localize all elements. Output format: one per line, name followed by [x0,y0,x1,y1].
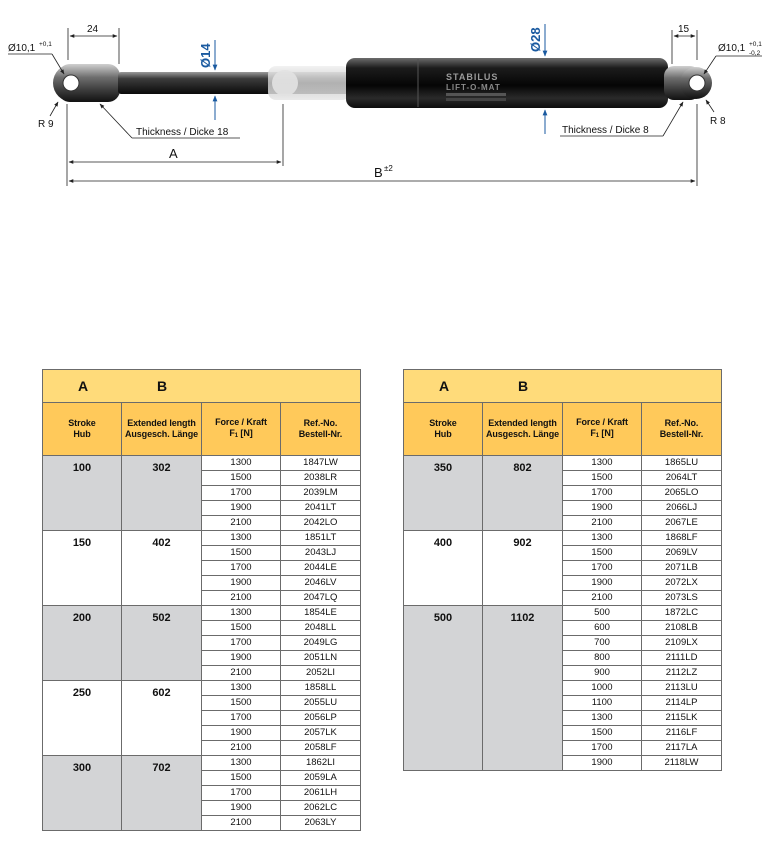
table-row [43,681,361,696]
stroke-cell: 150 [43,531,122,606]
ref-no-cell: 2112LZ [642,666,722,681]
spec-table-right [403,369,722,771]
force-cell: 1700 [202,486,281,501]
ref-no-cell: 1851LT [281,531,361,546]
ref-no-cell: 2108LB [642,621,722,636]
force-cell: 1900 [563,576,642,591]
force-cell: 1700 [202,711,281,726]
stroke-cell: 300 [43,756,122,831]
force-cell: 1300 [563,456,642,471]
table-top-row [404,370,722,403]
ref-no-cell: 2039LM [281,486,361,501]
ref-no-cell: 2113LU [642,681,722,696]
force-cell: 1500 [563,471,642,486]
stroke-cell: 400 [404,531,483,606]
col-extended-length: Extended length Ausgesch. Länge [122,403,202,456]
force-cell: 1300 [563,531,642,546]
right-eye [664,66,712,100]
force-cell: 1900 [202,576,281,591]
force-cell: 1500 [202,471,281,486]
right-thickness: Thickness / Dicke 8 [562,125,649,136]
force-cell: 1700 [563,741,642,756]
right-eye-length: 15 [678,24,690,35]
ref-no-cell: 1854LE [281,606,361,621]
table-row [43,756,361,771]
length-cell: 802 [483,456,563,531]
ref-no-cell: 1847LW [281,456,361,471]
ref-no-cell: 2044LE [281,561,361,576]
stroke-cell: 350 [404,456,483,531]
ref-no-cell: 2067LE [642,516,722,531]
cylinder-tube [346,58,668,108]
length-cell: 502 [122,606,202,681]
ref-no-cell: 2043LJ [281,546,361,561]
ref-no-cell: 2052LI [281,666,361,681]
ref-no-cell: 2061LH [281,786,361,801]
length-cell: 1102 [483,606,563,771]
stroke-cell: 200 [43,606,122,681]
right-eye-tol-minus: -0,2 [749,50,761,57]
length-cell: 602 [122,681,202,756]
ref-no-cell: 2047LQ [281,591,361,606]
force-cell: 900 [563,666,642,681]
product-label: LIFT-O-MAT [446,83,501,92]
stroke-cell: 100 [43,456,122,531]
ref-no-cell: 2055LU [281,696,361,711]
force-cell: 1900 [202,501,281,516]
force-cell: 2100 [202,816,281,831]
force-cell: 1000 [563,681,642,696]
header-b: B [156,378,168,394]
table-top-row [43,370,361,403]
force-cell: 2100 [202,741,281,756]
spec-table-left [42,369,361,831]
force-cell: 1700 [563,561,642,576]
tube-diameter: Ø28 [528,27,543,52]
table-header-row [404,403,722,456]
force-cell: 700 [563,636,642,651]
table-row [43,531,361,546]
ref-no-cell: 2066LJ [642,501,722,516]
ref-no-cell: 2038LR [281,471,361,486]
ref-no-cell: 2111LD [642,651,722,666]
ref-no-cell: 2057LK [281,726,361,741]
left-radius: R 9 [38,119,54,130]
ref-no-cell: 2116LF [642,726,722,741]
force-cell: 1300 [563,711,642,726]
table-row [404,531,722,546]
ref-no-cell: 2048LL [281,621,361,636]
table-row [43,456,361,471]
force-cell: 1300 [202,531,281,546]
force-cell: 1900 [202,801,281,816]
col-force: Force / Kraft F1 [N] [202,403,281,456]
ref-no-cell: 2071LB [642,561,722,576]
force-cell: 2100 [202,591,281,606]
col-ref-no: Ref.-No. Bestell-Nr. [642,403,722,456]
force-cell: 2100 [202,666,281,681]
col-stroke: Stroke Hub [404,403,483,456]
dim-b-label: B [374,165,383,180]
force-cell: 1500 [202,621,281,636]
table-row [404,456,722,471]
stroke-cell: 500 [404,606,483,771]
force-cell: 1900 [563,756,642,771]
right-radius: R 8 [710,116,726,127]
table-body [43,456,361,831]
dim-a-label: A [169,146,178,161]
force-cell: 500 [563,606,642,621]
ref-no-cell: 2058LF [281,741,361,756]
force-cell: 2100 [563,516,642,531]
force-cell: 1700 [563,486,642,501]
header-a: A [77,378,89,394]
ref-no-cell: 1862LI [281,756,361,771]
ref-no-cell: 2109LX [642,636,722,651]
force-cell: 1300 [202,756,281,771]
ref-no-cell: 2059LA [281,771,361,786]
force-cell: 1900 [202,726,281,741]
force-cell: 1300 [202,681,281,696]
ref-no-cell: 2062LC [281,801,361,816]
force-cell: 1500 [202,546,281,561]
ref-no-cell: 1872LC [642,606,722,621]
brand-label: STABILUS [446,72,499,82]
right-eye-tol-plus: +0,1 [749,41,762,48]
force-cell: 1900 [563,501,642,516]
ref-no-cell: 2069LV [642,546,722,561]
force-cell: 2100 [202,516,281,531]
table-body [404,456,722,771]
col-extended-length: Extended length Ausgesch. Länge [483,403,563,456]
force-cell: 1700 [202,786,281,801]
header-a: A [438,378,450,394]
ref-no-cell: 2063LY [281,816,361,831]
ref-no-cell: 2065LO [642,486,722,501]
ref-no-cell: 2064LT [642,471,722,486]
length-cell: 302 [122,456,202,531]
left-thickness: Thickness / Dicke 18 [136,127,229,138]
force-cell: 1500 [202,771,281,786]
length-cell: 702 [122,756,202,831]
ref-no-cell: 2056LP [281,711,361,726]
ref-no-cell: 2115LK [642,711,722,726]
ref-no-cell: 1868LF [642,531,722,546]
left-eye-length: 24 [87,24,99,35]
ref-no-cell: 2118LW [642,756,722,771]
left-eye [53,64,120,102]
force-cell: 1300 [202,456,281,471]
ref-no-cell: 2041LT [281,501,361,516]
ref-no-cell: 2051LN [281,651,361,666]
right-eye-diameter: Ø10,1 [718,43,746,54]
force-cell: 1900 [202,651,281,666]
col-force: Force / Kraft F1 [N] [563,403,642,456]
length-cell: 902 [483,531,563,606]
ref-no-cell: 2117LA [642,741,722,756]
ref-no-cell: 1865LU [642,456,722,471]
force-cell: 800 [563,651,642,666]
force-cell: 1700 [202,561,281,576]
left-eye-diameter: Ø10,1 [8,43,36,54]
ref-no-cell: 2042LO [281,516,361,531]
force-cell: 1500 [202,696,281,711]
ref-no-cell: 2072LX [642,576,722,591]
force-cell: 1700 [202,636,281,651]
col-ref-no: Ref.-No. Bestell-Nr. [281,403,361,456]
force-cell: 1100 [563,696,642,711]
stroke-cell: 250 [43,681,122,756]
dim-b-tol: ±2 [384,164,393,173]
ref-no-cell: 2114LP [642,696,722,711]
table-row [43,606,361,621]
length-cell: 402 [122,531,202,606]
force-cell: 1500 [563,726,642,741]
force-cell: 1500 [563,546,642,561]
left-eye-tol: +0,1 [39,41,52,48]
header-b: B [517,378,529,394]
table-row [404,606,722,621]
table-header-row [43,403,361,456]
ref-no-cell: 2073LS [642,591,722,606]
col-stroke: Stroke Hub [43,403,122,456]
ref-no-cell: 2046LV [281,576,361,591]
force-cell: 2100 [563,591,642,606]
ref-no-cell: 1858LL [281,681,361,696]
rod-diameter: Ø14 [198,43,213,68]
gas-spring-drawing [0,0,765,200]
ref-no-cell: 2049LG [281,636,361,651]
force-cell: 600 [563,621,642,636]
force-cell: 1300 [202,606,281,621]
